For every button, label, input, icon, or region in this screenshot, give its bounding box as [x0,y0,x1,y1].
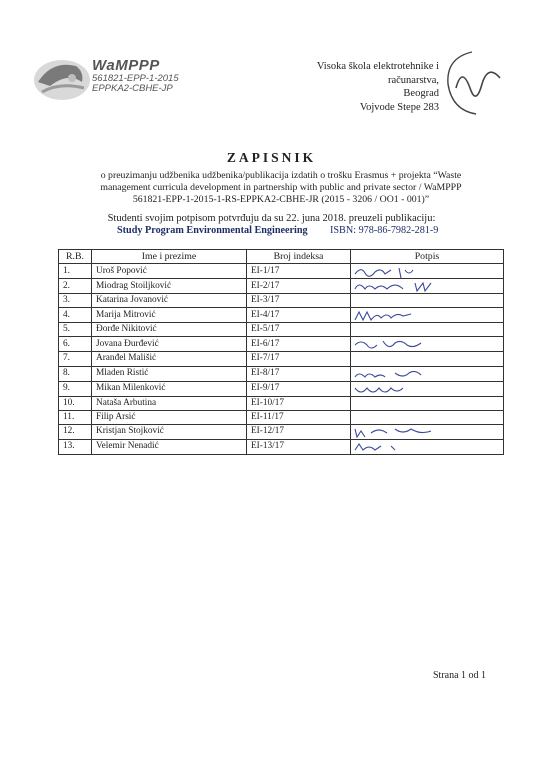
cell-signature [351,264,504,279]
signature-icon [351,337,503,351]
cell-signature [351,410,504,424]
isbn: ISBN: 978-86-7982-281-9 [330,225,439,236]
cell-index: EI-12/17 [247,424,351,439]
cell-rb: 10. [59,396,92,410]
table-row [59,294,504,308]
cell-name: Velemir Nenadić [92,439,247,454]
cell-name: Katarina Jovanović [92,294,247,308]
cell-name: Đorđe Nikitović [92,323,247,337]
cell-index: EI-9/17 [247,381,351,396]
school-line: Beograd [403,88,439,99]
cell-index: EI-1/17 [247,264,351,279]
table-row [59,337,504,352]
statement: Studenti svojim potpisom potvrđuju da su 22. juna 2018. preuzeli publikaciju: [107,213,436,224]
cell-signature [351,294,504,308]
school-line: Visoka škola elektrotehnike i [316,61,439,72]
cell-rb: 3. [59,294,92,308]
cell-rb: 8. [59,366,92,381]
cell-signature [351,279,504,294]
logo-line-2: EPPKA2-CBHE-JP [92,83,173,94]
cell-rb: 11. [59,410,92,424]
cell-name: Mikan Milenković [92,381,247,396]
cell-signature [351,424,504,439]
cell-signature [351,396,504,410]
document-title: ZAPISNIK [226,150,317,165]
logo-title: WaMPPP [92,57,160,74]
cell-rb: 1. [59,264,92,279]
signature-icon [351,308,503,322]
table-row [59,366,504,381]
cell-signature [351,366,504,381]
cell-index: EI-7/17 [247,352,351,366]
program-name: Study Program Environmental Engineering [117,225,308,236]
cell-rb: 6. [59,337,92,352]
school-address [317,60,439,114]
logo-line-1: 561821-EPP-1-2015 [92,73,179,84]
cell-name: Uroš Popović [92,264,247,279]
table-row [59,323,504,337]
school-line: računarstva, [387,74,439,86]
school-emblem-icon [442,48,504,118]
table-row [59,381,504,396]
signature-icon [351,382,503,396]
col-header-signature: Potpis [351,250,504,264]
intro-line: 561821-EPP-1-2015-1-RS-EPPKA2-CBHE-JR (2015 - 3206 / OO1 - 001)” [132,193,430,205]
col-header-index: Broj indeksa [247,250,351,264]
signature-icon [351,264,503,278]
cell-index: EI-5/17 [247,323,351,337]
table-body [59,264,504,455]
cell-name: Marija Mitrović [92,308,247,323]
table-row [59,439,504,454]
table-row [59,410,504,424]
signature-icon [351,367,503,381]
cell-signature [351,352,504,366]
cell-name: Filip Arsić [92,410,247,424]
cell-index: EI-8/17 [247,366,351,381]
logo-text [92,58,179,94]
cell-name: Miodrag Stoiljković [92,279,247,294]
cell-signature [351,439,504,454]
table-row [59,308,504,323]
cell-rb: 4. [59,308,92,323]
cell-name: Jovana Đurđević [92,337,247,352]
school-line: Vojvode Stepe 283 [359,101,439,113]
cell-signature [351,308,504,323]
cell-index: EI-3/17 [247,294,351,308]
cell-name: Kristjan Stojković [92,424,247,439]
cell-index: EI-13/17 [247,439,351,454]
intro-paragraph [100,170,462,205]
table-row [59,396,504,410]
col-header-name: Ime i prezime [92,250,247,264]
cell-rb: 12. [59,424,92,439]
table-row [59,279,504,294]
cell-signature [351,323,504,337]
cell-signature [351,337,504,352]
cell-rb: 2. [59,279,92,294]
cell-index: EI-2/17 [247,279,351,294]
table-row [59,424,504,439]
cell-index: EI-6/17 [247,337,351,352]
cell-index: EI-4/17 [247,308,351,323]
cell-rb: 5. [59,323,92,337]
table-row [59,264,504,279]
cell-index: EI-11/17 [247,410,351,424]
cell-name: Nataša Arbutina [92,396,247,410]
col-header-rb: R.B. [59,250,92,264]
cell-rb: 7. [59,352,92,366]
cell-name: Mladen Ristić [92,366,247,381]
table-row [59,352,504,366]
intro-line: management curricula development in partnership with public and private sector / WaMPPP [100,181,462,193]
signature-icon [351,440,503,454]
signature-icon [351,279,503,293]
page-footer: Strana 1 od 1 [433,670,487,681]
table-header-row [59,250,504,264]
signature-icon [351,425,503,439]
students-table [58,249,504,455]
cell-rb: 9. [59,381,92,396]
cell-name: Aranđel Mališić [92,352,247,366]
cell-rb: 13. [59,439,92,454]
cell-signature [351,381,504,396]
cell-index: EI-10/17 [247,396,351,410]
intro-line: o preuzimanju udžbenika udžbenika/publikacija izdatih o trošku Erasmus + projekta “Waste [100,170,462,181]
